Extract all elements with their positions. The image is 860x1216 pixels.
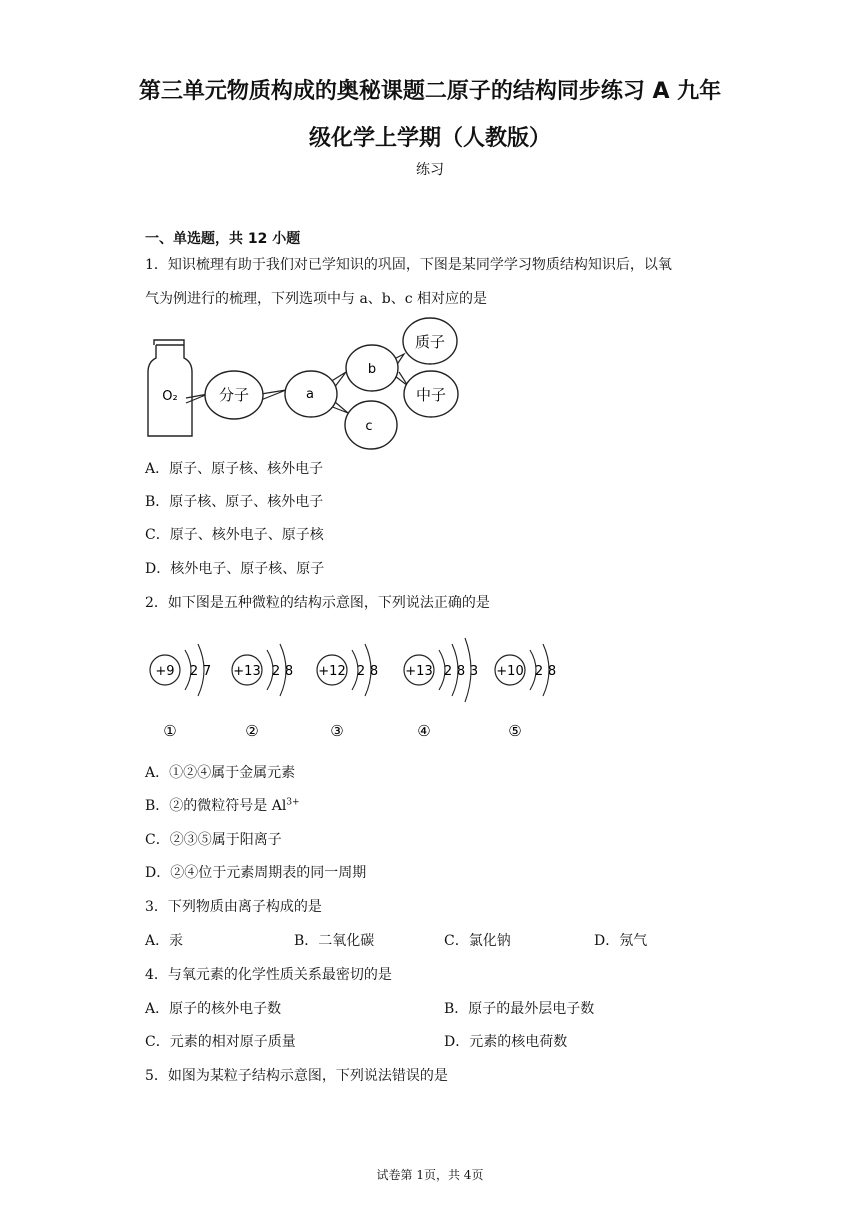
page-footer: 试卷第 1页，共 4页 [376,1168,484,1182]
q1-structure-diagram [140,310,470,455]
q3-option-b: B．二氧化碳 [294,933,375,949]
q2-option-b-text: B．②的微粒符号是 Al [145,798,287,814]
q1-stem-line2: 气为例进行的梳理，下列选项中与 a、b、c 相对应的是 [145,291,488,307]
node-b-label: b [367,362,377,377]
q1-option-d: D．核外电子、原子核、原子 [145,561,325,577]
nucleus-charge: +9 [155,664,175,679]
particle-number-label: ⑤ [508,722,522,740]
shell-electron-count: 7 [202,664,212,679]
proton-label: 质子 [414,333,446,351]
node-c-label: c [365,419,373,434]
doc-subtitle: 练习 [416,162,444,178]
particle-number-label: ② [245,722,259,740]
q4-option-a: A．原子的核外电子数 [145,1001,282,1017]
bottle-label: O₂ [162,389,178,404]
oxygen-bottle-icon [148,340,192,436]
shell-electron-count: 8 [456,664,466,679]
particle-number-label: ① [163,722,177,740]
shell-electron-count: 8 [547,664,557,679]
shell-electron-count: 2 [271,664,281,679]
q2-option-b [145,795,300,815]
particle-diagram-3 [317,644,378,740]
q4-stem: 4．与氧元素的化学性质关系最密切的是 [145,967,392,983]
q2-particle-diagrams [140,620,580,750]
shell-electron-count: 2 [534,664,544,679]
shell-electron-count: 2 [189,664,199,679]
shell-electron-count: 2 [356,664,366,679]
neutron-label: 中子 [415,386,447,404]
q4-option-d: D．元素的核电荷数 [444,1034,568,1050]
q3-option-d: D．氖气 [594,933,648,949]
q2-stem: 2．如下图是五种微粒的结构示意图，下列说法正确的是 [145,595,490,611]
q1-stem-line1: 1．知识梳理有助于我们对已学知识的巩固，下图是某同学学习物质结构知识后，以氧 [145,257,672,273]
q3-option-c: C．氯化钠 [444,933,511,949]
q1-option-a: A．原子、原子核、核外电子 [145,461,324,477]
nucleus-charge: +12 [318,664,346,679]
q1-option-b: B．原子核、原子、核外电子 [145,494,324,510]
particle-diagram-5 [495,644,556,740]
molecule-label: 分子 [218,386,250,404]
particle-number-label: ④ [417,722,431,740]
q3-option-a: A．汞 [145,933,184,949]
nucleus-charge: +10 [496,664,524,679]
particle-number-label: ③ [330,722,344,740]
q2-option-a: A．①②④属于金属元素 [145,765,296,781]
doc-title-line2: 级化学上学期（人教版） [308,126,551,151]
q2-option-b-charge: 3+ [286,797,300,808]
shell-electron-count: 8 [369,664,379,679]
shell-electron-count: 3 [469,664,479,679]
particle-diagram-2 [232,644,293,740]
q1-option-c: C．原子、核外电子、原子核 [145,527,324,543]
section-heading: 一、单选题，共 12 小题 [145,231,301,247]
doc-title-line1: 第三单元物质构成的奥秘课题二原子的结构同步练习 A 九年 [138,79,722,104]
particle-diagram-4 [404,638,478,740]
shell-electron-count: 2 [443,664,453,679]
q4-option-c: C．元素的相对原子质量 [145,1034,296,1050]
nucleus-charge: +13 [405,664,433,679]
nucleus-charge: +13 [233,664,261,679]
particle-diagram-1 [150,644,211,740]
q2-option-c: C．②③⑤属于阳离子 [145,832,282,848]
q4-option-b: B．原子的最外层电子数 [444,1001,595,1017]
q5-stem: 5．如图为某粒子结构示意图，下列说法错误的是 [145,1068,448,1084]
q3-stem: 3．下列物质由离子构成的是 [145,899,322,915]
q2-option-d: D．②④位于元素周期表的同一周期 [145,865,367,881]
node-a-label: a [306,387,314,402]
shell-electron-count: 8 [284,664,294,679]
